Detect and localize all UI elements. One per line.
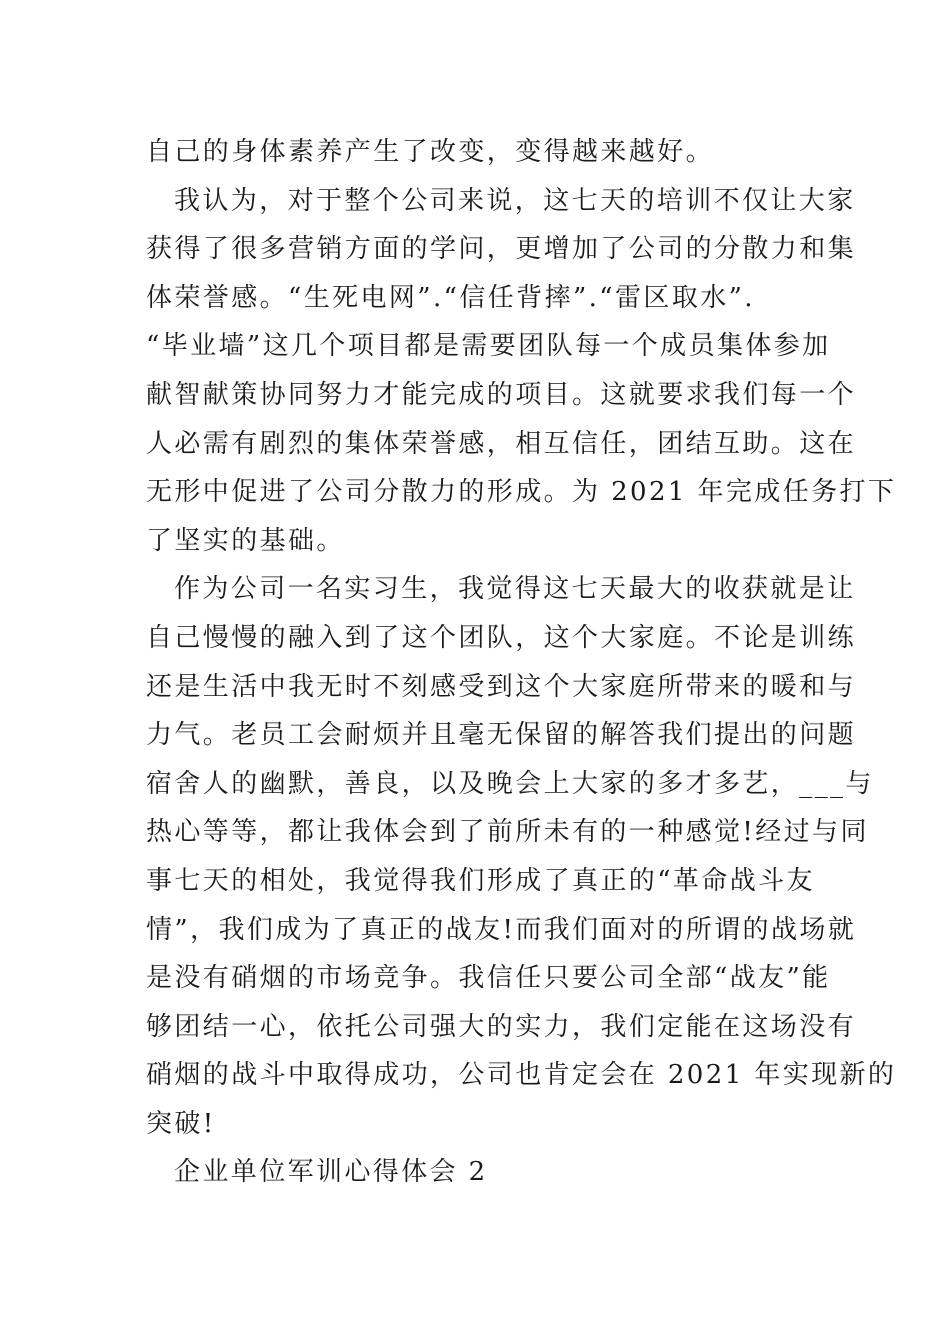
text-line: 热心等等，都让我体会到了前所未有的一种感觉!经过与同 [146,817,869,848]
text-line: 是没有硝烟的市场竞争。我信任只要公司全部“战友”能 [146,963,831,994]
text-line: 事七天的相处，我觉得我们形成了真正的“革命战斗友 [146,865,815,896]
text-line: 无形中促进了公司分散力的形成。为 2021 年完成任务打下 [146,477,897,508]
text-line: 够团结一心，依托公司强大的实力，我们定能在这场没有 [146,1011,857,1042]
text-line: 了坚实的基础。 [146,525,345,556]
document-body [146,128,897,1197]
text-line: 力气。老员工会耐烦并且毫无保留的解答我们提出的问题 [146,720,857,751]
text-line: 自己的身体素养产生了改变，变得越来越好。 [146,137,715,167]
text-line: 硝烟的战斗中取得成功，公司也肯定会在 2021 年实现新的 [146,1060,897,1091]
text-line: 宿舍人的幽默，善良，以及晚会上大家的多才多艺，___与 [146,768,874,799]
text-line: 突破! [146,1108,216,1139]
paragraph-start-line: 作为公司一名实习生，我觉得这七天最大的收获就是让 [174,574,856,605]
text-line: 获得了很多营销方面的学问，更增加了公司的分散力和集 [146,234,857,265]
section-heading: 企业单位军训心得体会 2 [174,1157,488,1188]
text-line: 人必需有剧烈的集体荣誉感，相互信任，团结互助。这在 [146,428,857,459]
text-line: 献智献策协同努力才能完成的项目。这就要求我们每一个 [146,379,857,410]
text-line: “毕业墙”这几个项目都是需要团队每一个成员集体参加 [146,331,831,362]
text-line: 情”，我们成为了真正的战友!而我们面对的所谓的战场就 [146,914,857,945]
paragraph-start-line: 我认为，对于整个公司来说，这七天的培训不仅让大家 [174,185,856,216]
text-line: 体荣誉感。“生死电网”.“信任背摔”.“雷区取水”. [146,282,755,313]
text-line: 自己慢慢的融入到了这个团队，这个大家庭。不论是训练 [146,622,857,653]
text-line: 还是生活中我无时不刻感受到这个大家庭所带来的暖和与 [146,671,857,702]
